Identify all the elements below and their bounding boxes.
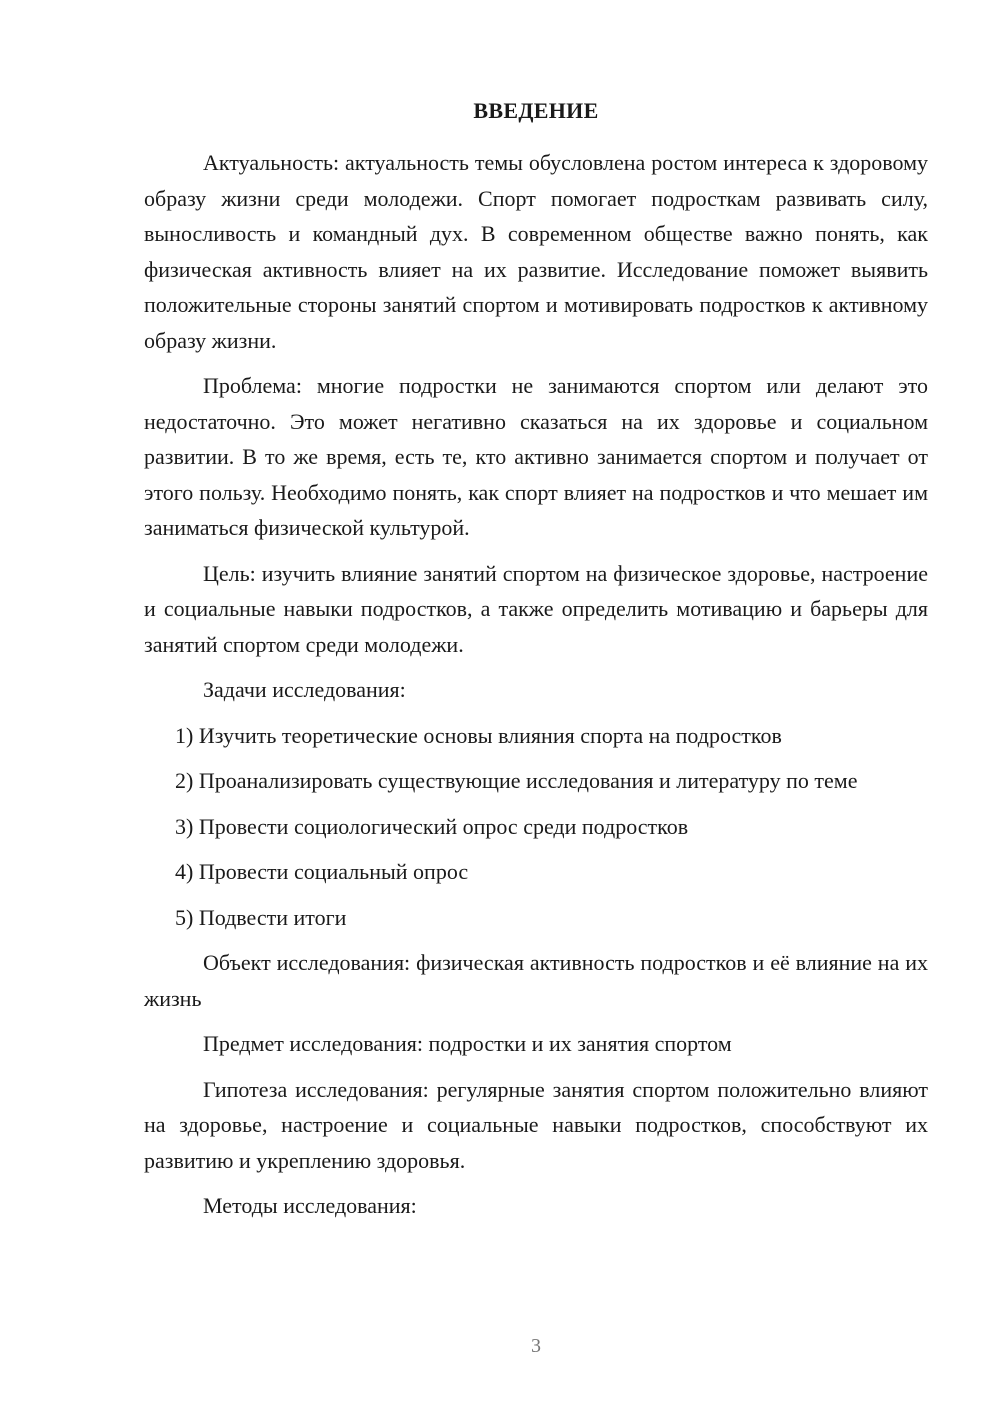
- page-content: [144, 95, 928, 1234]
- problem-paragraph: Проблема: многие подростки не занимаются спортом или делают это недостаточно. Это может негативно сказаться на их здоровье и социальном развитии. В то же время, есть те, кто активно занимается спортом и получает от этого пользу. Необходимо понять, как спорт влияет на подростков и что мешает им заниматься физической культурой.: [144, 373, 928, 540]
- task-item-3: 3) Провести социологический опрос среди подростков: [175, 813, 689, 839]
- relevance-paragraph: Актуальность: актуальность темы обусловлена ростом интереса к здоровому образу жизни среди молодежи. Спорт помогает подросткам развивать силу, выносливость и командный дух. В современном обществе важно понять, как физическая активность влияет на их развитие. Исследование поможет выявить положительные стороны занятий спортом и мотивировать подростков к активному образу жизни.: [144, 150, 928, 353]
- methods-label: Методы исследования:: [203, 1193, 417, 1218]
- hypothesis-paragraph: Гипотеза исследования: регулярные занятия спортом положительно влияют на здоровье, настроение и социальные навыки подростков, способствуют их развитию и укреплению здоровья.: [144, 1076, 928, 1173]
- section-heading: ВВЕДЕНИЕ: [473, 98, 599, 123]
- task-item-5: 5) Подвести итоги: [175, 904, 347, 930]
- goal-paragraph: Цель: изучить влияние занятий спортом на физическое здоровье, настроение и социальные навыки подростков, а также определить мотивацию и барьеры для занятий спортом среди молодежи.: [144, 560, 928, 657]
- task-item-4: 4) Провести социальный опрос: [175, 859, 469, 884]
- tasks-label: Задачи исследования:: [203, 677, 406, 702]
- task-item-2: 2) Проанализировать существующие исследования и литературу по теме: [175, 768, 858, 793]
- page-number: 3: [531, 1335, 541, 1357]
- task-item-1: 1) Изучить теоретические основы влияния спорта на подростков: [175, 722, 782, 748]
- subject-paragraph: Предмет исследования: подростки и их занятия спортом: [203, 1031, 732, 1056]
- object-paragraph: Объект исследования: физическая активность подростков и её влияние на их жизнь: [144, 950, 928, 1011]
